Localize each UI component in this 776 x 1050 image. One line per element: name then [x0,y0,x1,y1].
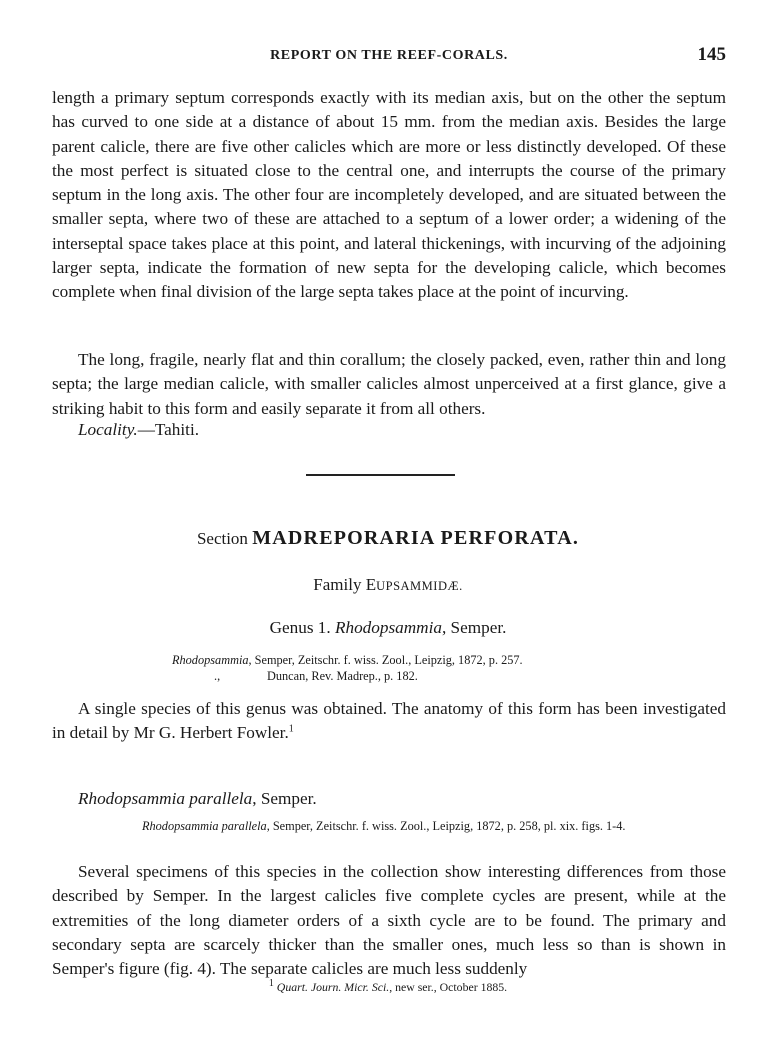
footnote-mark: 1 [268,978,274,990]
reference-line-2: Duncan, Rev. Madrep., p. 182. [267,669,418,683]
species-heading [78,789,317,809]
reference-3-text: , Semper, Zeitschr. f. wiss. Zool., Leipzig, 1872, p. 258, pl. xix. figs. 1-4. [266,819,626,833]
running-title: REPORT ON THE REEF-CORALS. [270,48,508,63]
locality-value: —Tahiti. [137,420,200,439]
section-heading [0,527,776,550]
reference-2-ditto-mark: ., [214,669,221,683]
footnote-rest: , new ser., October 1885. [389,980,508,994]
reference-3-name: Rhodopsammia parallela [142,819,267,833]
running-head [52,44,726,68]
genus-author: , Semper. [441,618,507,637]
family-heading [0,575,776,595]
section-prefix: Section [196,529,248,548]
page-number: 145 [697,44,726,65]
footnote-marker: 1 [288,723,294,735]
reference-line-1 [172,653,523,668]
footnote-journal: Quart. Journ. Micr. Sci. [276,980,390,994]
genus-name: Rhodopsammia [335,618,442,637]
locality-label: Locality. [78,420,138,439]
footnote [0,980,776,995]
section-divider [306,474,455,476]
section-name: MADREPORARIA PERFORATA. [252,527,580,549]
locality-line [78,420,199,440]
reference-1-name: Rhodopsammia [172,653,249,667]
genus-prefix: Genus 1. [269,618,331,637]
paragraph-species-description: Several specimens of this species in the collection show interesting differences from those described by Semper. In the largest calicles five complete cycles are present, while at the extremities of the long diameter orders of a sixth cycle are to be found. The primary and secondary septa are scarcely thicker than the smaller ones, much less so than is shown in Semper's figure (fig. 4). The separate calicles are much less suddenly [52,862,726,979]
reference-1-text: , Semper, Zeitschr. f. wiss. Zool., Leipzig, 1872, p. 257. [248,653,523,667]
paragraph-continuation: length a primary septum corresponds exactly with its median axis, but on the other the septum has curved to one side at a distance of about 15 mm. from the median axis. Besides the large parent calicle, there are five other calicles which are more or less distinctly developed. Of these the most perfect is situated close to the central one, and interrupts the course of the primary septum in the long axis. The other four are incompletely developed, and are situated between the smaller septa, where two of these are attached to a septum of a lower order; a widening of the interseptal space takes place at this point, and lateral thickenings, with incurving of the adjoining larger septa, indicate the formation of new septa for the developing calicle, which becomes complete when final division of the large septa takes place at the point of incurving. [52,88,726,302]
family-prefix: Family [313,575,362,594]
paragraph-genus-note [52,697,726,746]
species-author: , Semper. [252,789,317,808]
family-name-rest: UPSAMMIDÆ. [376,579,463,593]
reference-line-3 [142,818,726,835]
family-name-initial: E [365,575,377,594]
paragraph-genus-note-text: A single species of this genus was obtained. The anatomy of this form has been investigated in detail by Mr G. Herbert Fowler. [52,699,726,743]
genus-heading [0,618,776,638]
paragraph-summary: The long, fragile, nearly flat and thin corallum; the closely packed, even, rather thin and long septa; the large median calicle, with smaller calicles almost unperceived at a first glance, give a striking habit to this form and easily separate it from all others. [52,350,726,418]
species-name: Rhodopsammia parallela [78,789,253,808]
